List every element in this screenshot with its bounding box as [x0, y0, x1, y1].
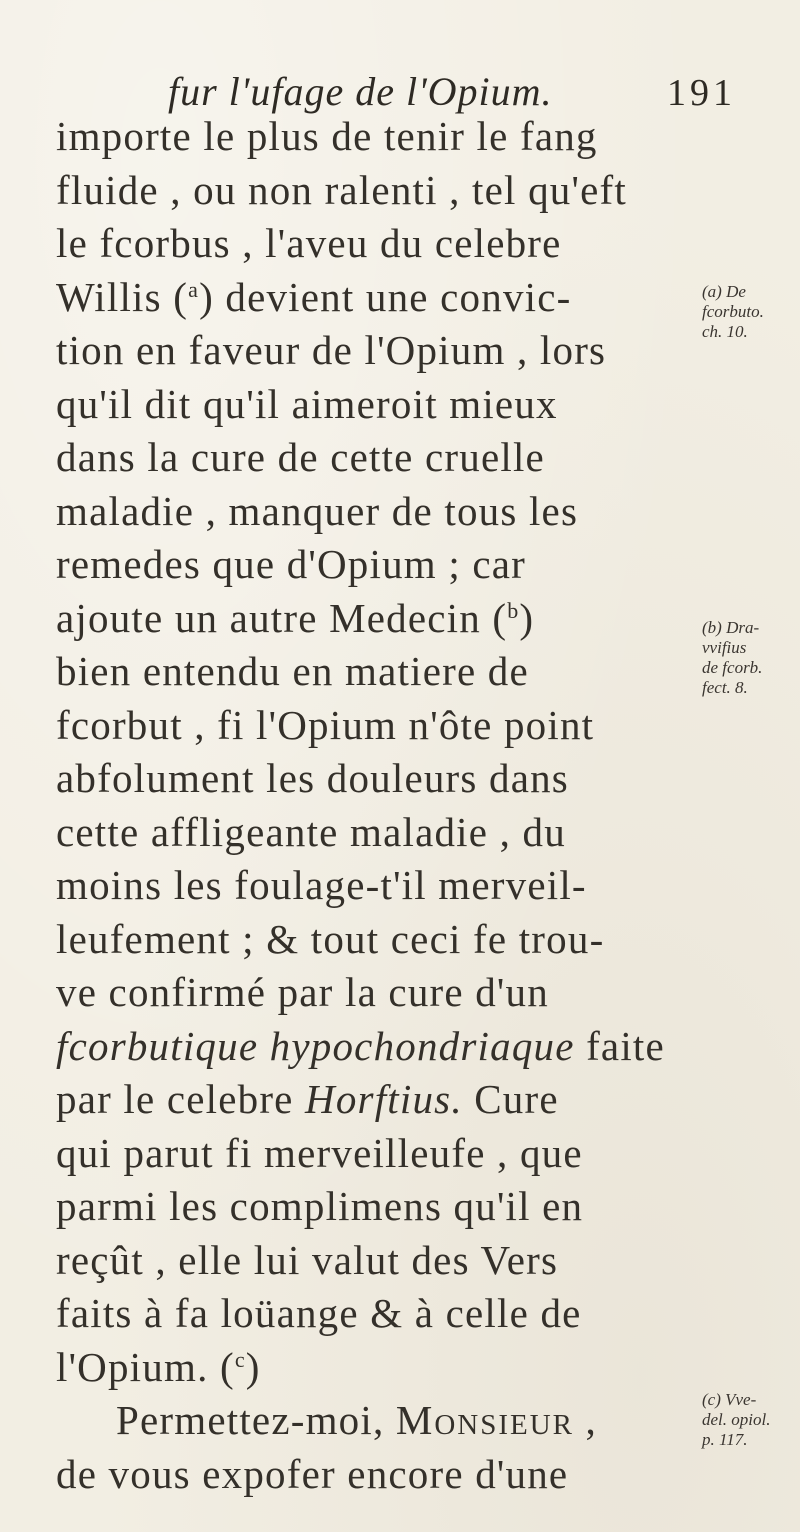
text-line: parmi les complimens qu'il en: [56, 1183, 584, 1229]
text-run: Cure: [462, 1076, 559, 1122]
text-line: remedes que d'Opium ; car: [56, 541, 527, 587]
italic-run: fcorbutique hypochondriaque: [56, 1022, 575, 1069]
text-run: ) devient une convic-: [199, 273, 572, 320]
text-line: de vous expofer encore d'une: [56, 1450, 569, 1497]
text-line: [56, 1073, 696, 1127]
text-run: ): [519, 594, 535, 641]
margin-note-c: [702, 1390, 798, 1450]
text-run: ,: [574, 1397, 597, 1443]
margin-note-b: [702, 618, 798, 698]
margin-note-line: del. opiol.: [702, 1410, 771, 1429]
text-run: par le celebre: [56, 1076, 306, 1122]
text-line: bien entendu en matiere de: [56, 648, 529, 694]
body-text: [56, 110, 696, 1501]
text-line: leufement ; & tout ceci fe trou-: [56, 915, 605, 962]
footnote-ref-c: c: [234, 1346, 246, 1372]
text-line: fluide , ou non ralenti , tel qu'eft: [56, 166, 627, 213]
text-line: tion en faveur de l'Opium , lors: [56, 327, 607, 373]
running-header: [168, 68, 736, 115]
margin-note-line: de fcorb.: [702, 658, 763, 677]
text-line: qui parut fi merveilleufe , que: [56, 1129, 583, 1176]
footnote-ref-b: b: [507, 597, 520, 623]
margin-note-a: [702, 282, 798, 342]
margin-note-line: fect. 8.: [702, 678, 748, 697]
text-line: [56, 1020, 696, 1074]
text-run: ): [245, 1343, 261, 1390]
text-line: qu'il dit qu'il aimeroit mieux: [56, 380, 558, 427]
text-line: [56, 1394, 696, 1448]
text-line: [56, 271, 696, 325]
text-line: faits à fa loüange & à celle de: [56, 1290, 582, 1336]
page-number: 191: [667, 72, 736, 114]
margin-note-line: fcorbuto.: [702, 302, 764, 321]
margin-note-line: p. 117.: [702, 1430, 748, 1449]
text-line: le fcorbus , l'aveu du celebre: [56, 220, 562, 266]
small-caps-run: Monsieur: [395, 1397, 574, 1443]
text-line: reçût , elle lui valut des Vers: [56, 1236, 559, 1283]
text-line: ve confirmé par la cure d'un: [56, 969, 549, 1015]
text-line: maladie , manquer de tous les: [56, 487, 579, 534]
margin-note-line: (a) De: [702, 282, 746, 301]
running-title: fur l'ufage de l'Opium.: [168, 69, 553, 114]
text-line: abfolument les douleurs dans: [56, 755, 569, 801]
footnote-ref-a: a: [188, 276, 200, 302]
text-run: l'Opium. (: [56, 1343, 235, 1390]
text-line: [56, 592, 696, 646]
text-line: moins les foulage-t'il merveil-: [56, 862, 587, 908]
text-run: ajoute un autre Medecin (: [56, 594, 508, 641]
margin-note-line: vvifius: [702, 638, 747, 657]
text-line: importe le plus de tenir le fang: [56, 113, 598, 159]
text-line: fcorbut , fi l'Opium n'ôte point: [56, 701, 595, 748]
margin-note-line: (c) Vve-: [702, 1390, 757, 1409]
text-run: Permettez-moi,: [116, 1397, 396, 1443]
text-run: faite: [574, 1022, 665, 1069]
text-line: dans la cure de cette cruelle: [56, 434, 545, 480]
italic-run: Horftius.: [305, 1076, 463, 1122]
text-line: [56, 1341, 696, 1395]
margin-note-line: ch. 10.: [702, 322, 748, 341]
text-run: Willis (: [56, 273, 189, 320]
margin-note-line: (b) Dra-: [702, 618, 760, 637]
text-line: cette affligeante maladie , du: [56, 808, 566, 855]
